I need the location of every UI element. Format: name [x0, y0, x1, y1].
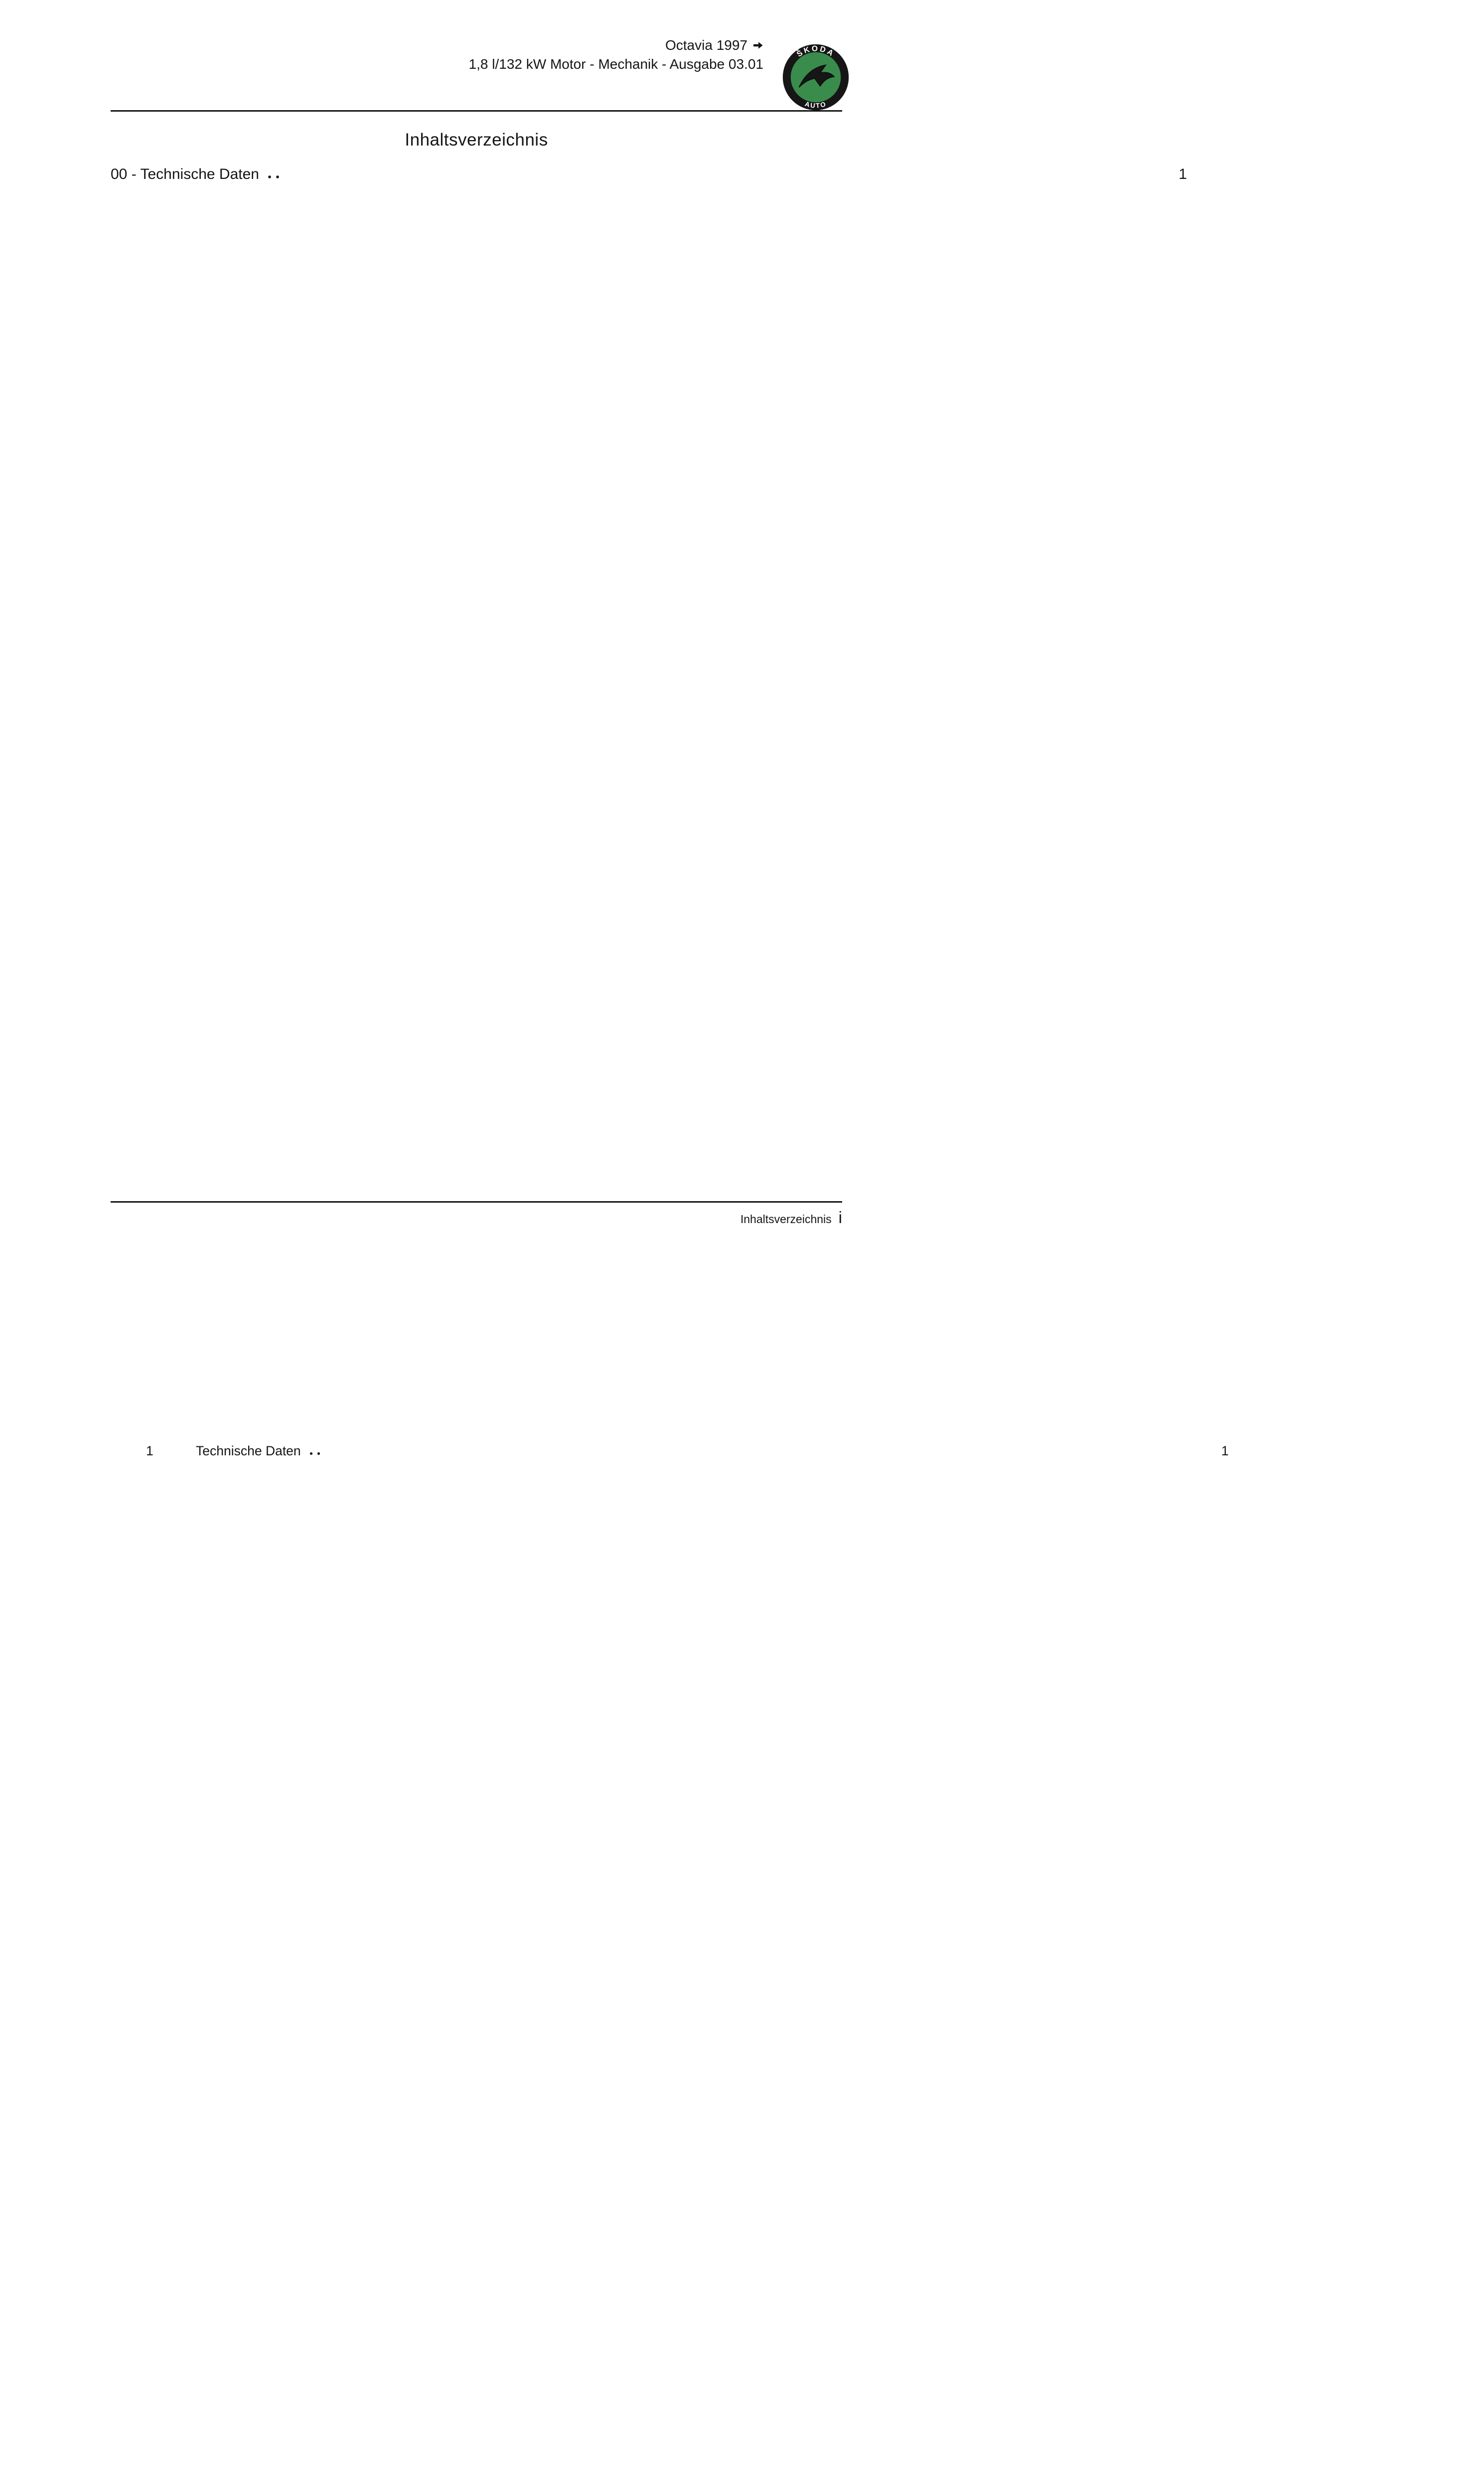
- toc-item-row: [146, 1442, 1229, 2492]
- header-divider: [111, 110, 842, 112]
- header-text: [469, 36, 763, 74]
- footer-divider: [111, 1201, 842, 1203]
- header-model-line: [469, 36, 763, 55]
- toc-item-number: 1: [146, 1443, 153, 1458]
- header-model-text: Octavia 1997: [665, 37, 747, 53]
- toc-section: [111, 163, 1229, 2492]
- footer-label: Inhaltsverzeichnis: [740, 1213, 832, 1226]
- toc-item-label: Technische Daten: [196, 1443, 301, 1458]
- page-footer: [741, 1208, 842, 1227]
- dot-leader: [266, 175, 281, 179]
- page-content: [111, 0, 1229, 1458]
- header-subtitle: 1,8 l/132 kW Motor - Mechanik - Ausgabe 03.01: [468, 56, 763, 72]
- toc-chapter-label: 00 - Technische Daten: [111, 166, 259, 182]
- manual-page: [0, 0, 1229, 1458]
- page-title: Inhaltsverzeichnis: [405, 130, 548, 150]
- footer-page-number: i: [838, 1208, 842, 1227]
- toc-page-number: 1: [327, 1442, 1229, 2492]
- toc-chapter-row: [111, 163, 1187, 1439]
- logo-auto-text: AUTO: [804, 100, 828, 110]
- skoda-logo: [782, 44, 849, 111]
- toc-page-number: 1: [286, 163, 1187, 1439]
- toc: [111, 163, 1229, 2492]
- forward-arrow-icon: [752, 41, 763, 50]
- dot-leader: [307, 1452, 322, 1455]
- page-header: [111, 0, 842, 112]
- logo-brand-text: ŠKODA: [795, 44, 836, 59]
- toc-item-list: [111, 1442, 1229, 2492]
